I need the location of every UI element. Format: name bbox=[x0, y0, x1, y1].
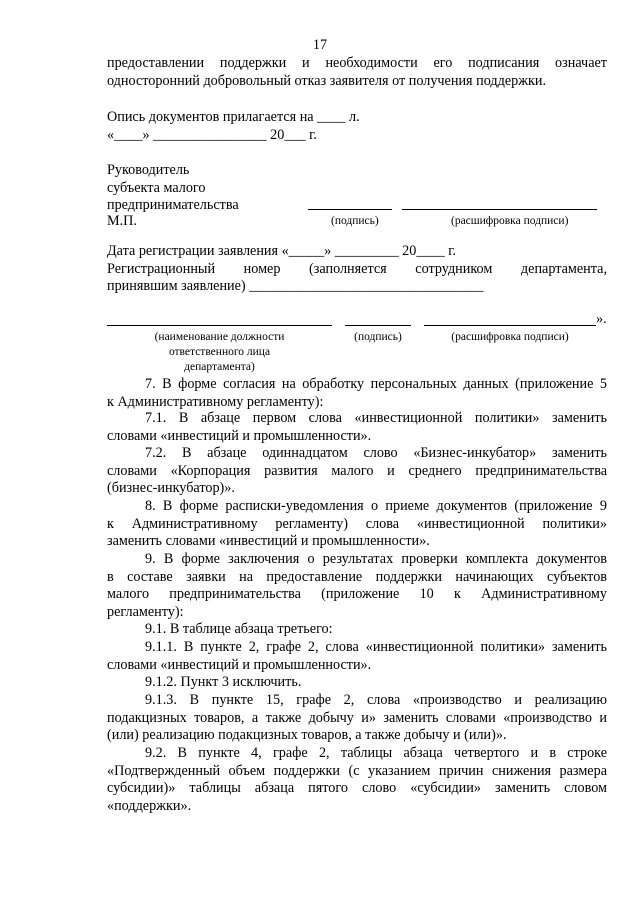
item-9-2-line-3: субсидии)» таблицы абзаца пятого слово «субсидии» заменить словом bbox=[107, 780, 607, 796]
page-number: 17 bbox=[312, 37, 328, 53]
item-9-1-3-line-1: 9.1.3. В пункте 15, графе 2, слова «производство и реализацию bbox=[145, 692, 607, 708]
signature-caption: (подпись) bbox=[331, 215, 379, 227]
decode-line bbox=[402, 209, 597, 210]
item-7-2-line-3: (бизнес-инкубатор)». bbox=[107, 480, 235, 496]
registration-accepted-line: принявшим заявление) _________________________________ bbox=[107, 278, 484, 294]
item-9-2-line-2: «Подтвержденный объем поддержки (с указанием причин снижения размера bbox=[107, 763, 607, 779]
item-7-1-line-2: словами «инвестиций и промышленности». bbox=[107, 428, 372, 444]
inventory-text: Опись документов прилагается на ____ л. bbox=[107, 109, 360, 125]
registration-date: Дата регистрации заявления «_____» _________ 20____ г. bbox=[107, 243, 457, 259]
item-9-line-4: регламенту): bbox=[107, 604, 184, 620]
item-9-1-1-line-2: словами «инвестиций и промышленности». bbox=[107, 657, 372, 673]
item-9-1-3-line-3: (или) реализацию подакцизных товаров, а также добычу и (или)». bbox=[107, 727, 507, 743]
item-7-line-2: к Административному регламенту): bbox=[107, 394, 324, 410]
intro-line-2: односторонний добровольный отказ заявителя от получения поддержки. bbox=[107, 73, 547, 89]
item-9-1-1-line-1: 9.1.1. В пункте 2, графе 2, слова «инвестиционной политики» заменить bbox=[145, 639, 607, 655]
official-decode-line bbox=[424, 325, 596, 326]
official-signature-line bbox=[345, 325, 411, 326]
decode-caption: (расшифровка подписи) bbox=[451, 215, 569, 227]
position-caption-2: ответственного лица bbox=[168, 346, 271, 358]
official-decode-caption: (расшифровка подписи) bbox=[451, 331, 569, 343]
item-8-line-1: 8. В форме расписки-уведомления о приеме документов (приложение 9 bbox=[145, 498, 607, 514]
item-9-line-1: 9. В форме заключения о результатах проверки комплекта документов bbox=[145, 551, 607, 567]
item-9-1-3-line-2: подакцизных товаров, а также добычу и» заменить словами «производство и bbox=[107, 710, 607, 726]
signature-label-2: субъекта малого bbox=[107, 180, 206, 196]
item-7-2-line-2: словами «Корпорация развития малого и среднего предпринимательства bbox=[107, 463, 607, 479]
intro-line-1: предоставлении поддержки и необходимости его подписания означает bbox=[107, 55, 607, 71]
position-caption-3: департамента) bbox=[184, 361, 255, 373]
inventory-date: «____» ________________ 20___ г. bbox=[107, 127, 317, 143]
registration-number-line: Регистрационный номер (заполняется сотрудником департамента, bbox=[107, 261, 607, 277]
signature-label-1: Руководитель bbox=[107, 162, 190, 178]
stamp-label: М.П. bbox=[107, 213, 137, 229]
item-9-line-2: в составе заявки на предоставление поддержки начинающих субъектов bbox=[107, 569, 607, 585]
position-line bbox=[107, 325, 332, 326]
item-9-2-line-1: 9.2. В пункте 4, графе 2, таблицы абзаца четвертого и в строке bbox=[145, 745, 607, 761]
item-9-1-line-1: 9.1. В таблице абзаца третьего: bbox=[145, 621, 333, 637]
item-8-line-2: к Административному регламенту) слова «инвестиционной политики» bbox=[107, 516, 607, 532]
signature-label-3: предпринимательства bbox=[107, 197, 239, 213]
item-7-2-line-1: 7.2. В абзаце одиннадцатом слово «Бизнес-инкубатор» заменить bbox=[145, 445, 607, 461]
item-9-1-2-line-1: 9.1.2. Пункт 3 исключить. bbox=[145, 674, 302, 690]
signature-line bbox=[308, 209, 392, 210]
item-7-1-line-1: 7.1. В абзаце первом слова «инвестиционной политики» заменить bbox=[145, 410, 607, 426]
position-caption-1: (наименование должности bbox=[154, 331, 285, 343]
item-9-line-3: малого предпринимательства (приложение 10 к Административному bbox=[107, 586, 607, 602]
item-8-line-3: заменить словами «инвестиций и промышленности». bbox=[107, 533, 430, 549]
official-signature-caption: (подпись) bbox=[354, 331, 402, 343]
official-closing-quote: ». bbox=[596, 311, 607, 327]
item-9-2-line-4: «поддержки». bbox=[107, 798, 192, 814]
item-7-line-1: 7. В форме согласия на обработку персональных данных (приложение 5 bbox=[145, 376, 607, 392]
